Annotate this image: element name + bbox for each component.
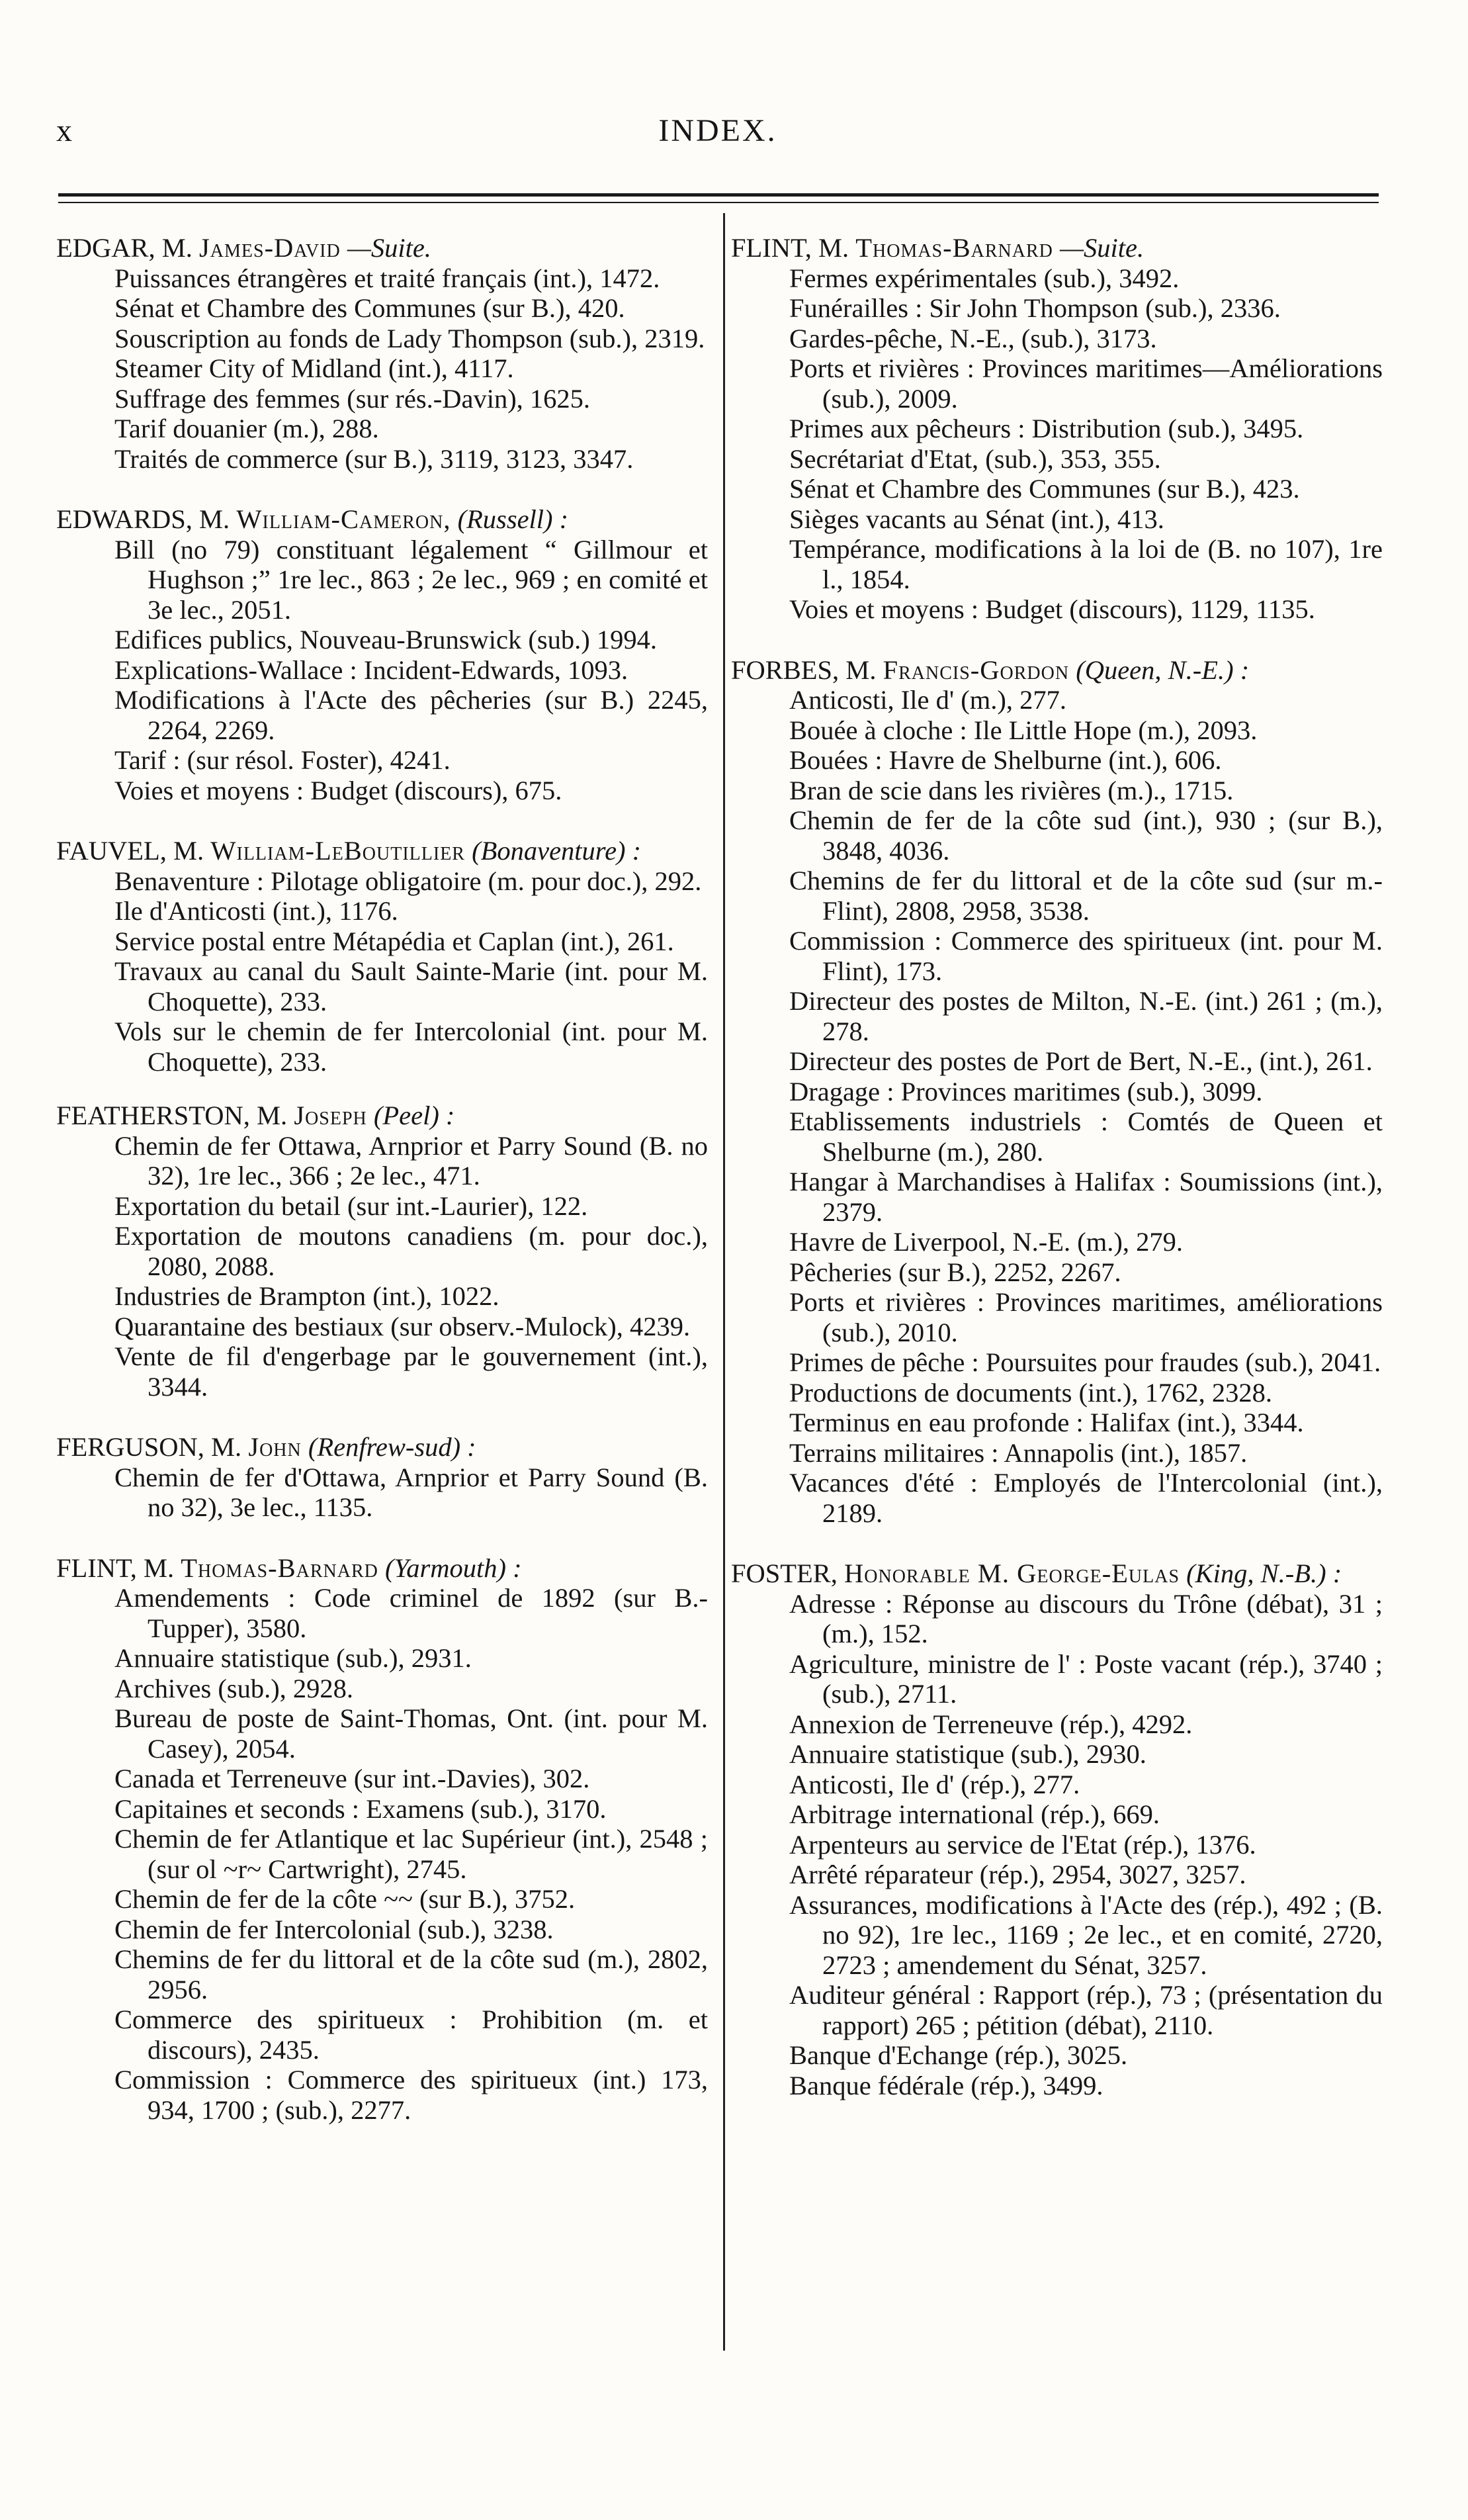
entry-riding: (Bonaventure) :: [472, 836, 642, 866]
entry-subitem: Traités de commerce (sur B.), 3119, 3123, 3347.: [114, 443, 634, 474]
entry-subitem: Agriculture, ministre de l' : Poste vacant (rép.), 3740 ; (sub.), 2711.: [789, 1648, 1383, 1709]
entry-subitem: Funérailles : Sir John Thompson (sub.), 2336.: [789, 293, 1281, 323]
entry-subitem: Chemin de fer Atlantique et lac Supérieur (int.), 2548 ; (sur ol ~r~ Cartwright), 2745.: [114, 1824, 708, 1884]
index-column-right: [731, 233, 1383, 2131]
entry-subitem: Exportation de moutons canadiens (m. pour doc.), 2080, 2088.: [114, 1221, 708, 1281]
entry-subitem: Hangar à Marchandises à Halifax : Soumissions (int.), 2379.: [789, 1167, 1383, 1227]
entry-subitem: Productions de documents (int.), 1762, 2328.: [789, 1377, 1273, 1408]
entry-surname: EDGAR, M.: [56, 233, 193, 263]
index-entry: [731, 233, 1383, 625]
entry-given-names: John: [248, 1432, 302, 1462]
entry-subitem: Ports et rivières : Provinces maritimes—Améliorations (sub.), 2009.: [789, 353, 1383, 414]
entry-subitem: Benaventure : Pilotage obligatoire (m. pour doc.), 292.: [114, 866, 702, 896]
entry-given-names: Francis-Gordon: [883, 654, 1070, 685]
entry-heading: [56, 504, 708, 535]
entry-subitem: Vacances d'été : Employés de l'Intercolonial (int.), 2189.: [789, 1468, 1383, 1528]
entry-heading: [731, 233, 1383, 263]
entry-subitem: Annuaire statistique (sub.), 2931.: [114, 1643, 472, 1673]
entry-subitem: Directeur des postes de Port de Bert, N.-E., (int.), 261.: [789, 1046, 1373, 1076]
entry-subitem: Pêcheries (sur B.), 2252, 2267.: [789, 1257, 1121, 1287]
entry-subitem: Chemin de fer Intercolonial (sub.), 3238.: [114, 1914, 554, 1944]
entry-subitem: Commission : Commerce des spiritueux (int.) 173, 934, 1700 ; (sub.), 2277.: [114, 2065, 708, 2125]
entry-subitem: Puissances étrangères et traité français (int.), 1472.: [114, 263, 660, 293]
column-divider: [723, 213, 725, 2351]
index-entry: [731, 655, 1383, 1529]
index-entry: [56, 836, 708, 1077]
entry-riding: (Renfrew-sud) :: [308, 1432, 476, 1462]
entry-subitem: Bouée à cloche : Ile Little Hope (m.), 2093.: [789, 715, 1258, 745]
entry-subitem: Amendements : Code criminel de 1892 (sur B.-Tupper), 3580.: [114, 1583, 708, 1643]
entry-subitem: Explications-Wallace : Incident-Edwards, 1093.: [114, 654, 628, 685]
entry-subitem: Anticosti, Ile d' (m.), 277.: [789, 685, 1066, 715]
entry-subitem: Voies et moyens : Budget (discours), 675.: [114, 775, 562, 805]
entry-heading: [56, 233, 708, 263]
page-number: x: [56, 113, 72, 148]
entry-subitem: Banque d'Echange (rép.), 3025.: [789, 2040, 1128, 2070]
entry-given-names: James-David: [199, 233, 341, 263]
entry-heading: [731, 1558, 1383, 1589]
entry-subitem: Primes aux pêcheurs : Distribution (sub.), 3495.: [789, 414, 1304, 443]
entry-subitem: Fermes expérimentales (sub.), 3492.: [789, 263, 1180, 293]
entry-riding: (Russell) :: [457, 504, 569, 534]
entry-subitem: Annexion de Terreneuve (rép.), 4292.: [789, 1709, 1193, 1739]
entry-surname: FERGUSON, M.: [56, 1432, 242, 1462]
entry-subitem: Bran de scie dans les rivières (m.)., 1715.: [789, 775, 1234, 805]
entry-heading: [56, 1553, 708, 1584]
entry-subitem: Ports et rivières : Provinces maritimes, améliorations (sub.), 2010.: [789, 1287, 1383, 1347]
entry-riding: (King, N.-B.) :: [1186, 1558, 1342, 1588]
entry-subitem: Terminus en eau profonde : Halifax (int.), 3344.: [789, 1408, 1304, 1437]
entry-heading: [731, 655, 1383, 686]
entry-heading: [56, 1432, 708, 1462]
entry-subitem: Service postal entre Métapédia et Caplan (int.), 261.: [114, 926, 674, 956]
index-entry: [56, 1432, 708, 1523]
entry-subitem: Commission : Commerce des spiritueux (int. pour M. Flint), 173.: [789, 926, 1383, 986]
entry-subitem: Canada et Terreneuve (sur int.-Davies), 302.: [114, 1764, 590, 1793]
entry-subitem: Bureau de poste de Saint-Thomas, Ont. (int. pour M. Casey), 2054.: [114, 1703, 708, 1764]
entry-surname: FLINT, M.: [56, 1552, 175, 1583]
entry-subitem: Gardes-pêche, N.-E., (sub.), 3173.: [789, 323, 1157, 353]
entry-subitem: Anticosti, Ile d' (rép.), 277.: [789, 1769, 1080, 1799]
entry-surname: FLINT, M.: [731, 233, 849, 263]
entry-subitem: Terrains militaires : Annapolis (int.), 1857.: [789, 1437, 1248, 1468]
entry-subitem: Secrétariat d'Etat, (sub.), 353, 355.: [789, 443, 1161, 474]
entry-subitem: Auditeur général : Rapport (rép.), 73 ; (présentation du rapport) 265 ; pétition (débat), 2110.: [789, 1980, 1383, 2040]
index-column-left: [56, 233, 708, 2155]
index-entry: [731, 1558, 1383, 2100]
entry-given-names: Joseph: [294, 1101, 367, 1130]
index-entry: [56, 504, 708, 805]
entry-subitem: Commerce des spiritueux : Prohibition (m. et discours), 2435.: [114, 2004, 708, 2065]
entry-subitem: Chemins de fer du littoral et de la côte sud (m.), 2802, 2956.: [114, 1944, 708, 2004]
entry-subitem: Directeur des postes de Milton, N.-E. (int.) 261 ; (m.), 278.: [789, 986, 1383, 1046]
page-header: [56, 112, 1379, 165]
entry-riding: (Queen, N.-E.) :: [1076, 654, 1250, 685]
entry-subitem: Annuaire statistique (sub.), 2930.: [789, 1739, 1146, 1769]
entry-subitem: Voies et moyens : Budget (discours), 1129, 1135.: [789, 594, 1315, 624]
entry-subitem: Havre de Liverpool, N.-E. (m.), 279.: [789, 1227, 1183, 1257]
entry-subitem: Ile d'Anticosti (int.), 1176.: [114, 896, 398, 926]
entry-subitem: Modifications à l'Acte des pêcheries (sur B.) 2245, 2264, 2269.: [114, 685, 708, 745]
index-entry: [56, 1101, 708, 1402]
entry-subitem: Tarif : (sur résol. Foster), 4241.: [114, 745, 451, 775]
entry-subitem: Suffrage des femmes (sur rés.-Davin), 1625.: [114, 383, 591, 414]
index-entry: [56, 233, 708, 474]
entry-subitem: Dragage : Provinces maritimes (sub.), 3099.: [789, 1076, 1263, 1106]
entry-subitem: Chemin de fer de la côte ~~ (sur B.), 3752.: [114, 1884, 576, 1914]
entry-given-names: Honorable M. George-Eulas: [844, 1558, 1180, 1588]
entry-subitem: Sénat et Chambre des Communes (sur B.), 423.: [789, 474, 1300, 504]
entry-subitem: Adresse : Réponse au discours du Trône (débat), 31 ; (m.), 152.: [789, 1588, 1383, 1648]
entry-subitem: Edifices publics, Nouveau-Brunswick (sub.) 1994.: [114, 625, 657, 654]
entry-surname: FAUVEL, M.: [56, 836, 204, 866]
entry-subitem: Capitaines et seconds : Examens (sub.), 3170.: [114, 1793, 607, 1824]
entry-subitem: Quarantaine des bestiaux (sur observ.-Mulock), 4239.: [114, 1311, 691, 1341]
entry-subitem: Chemins de fer du littoral et de la côte sud (sur m.-Flint), 2808, 2958, 3538.: [789, 866, 1383, 926]
entry-subitem: Tempérance, modifications à la loi de (B. no 107), 1re l., 1854.: [789, 534, 1383, 594]
entry-given-names: William-Cameron,: [236, 504, 451, 534]
entry-subitem: Souscription au fonds de Lady Thompson (sub.), 2319.: [114, 323, 705, 353]
entry-given-names: Thomas-Barnard: [855, 233, 1053, 263]
entry-given-names: Thomas-Barnard: [181, 1552, 378, 1583]
entry-surname: FEATHERSTON, M.: [56, 1101, 288, 1130]
header-rule-thick: [58, 193, 1379, 197]
entry-subitem: Chemin de fer Ottawa, Arnprior et Parry Sound (B. no 32), 1re lec., 366 ; 2e lec., 471.: [114, 1130, 708, 1191]
entry-subitem: Steamer City of Midland (int.), 4117.: [114, 353, 514, 383]
entry-subitem: Archives (sub.), 2928.: [114, 1673, 354, 1703]
entry-subitem: Bill (no 79) constituant légalement “ Gillmour et Hughson ;” 1re lec., 863 ; 2e lec., 969 ; en comité et 3e lec., 2051.: [114, 534, 708, 625]
entry-riding: —Suite.: [347, 233, 431, 263]
entry-subitem: Sièges vacants au Sénat (int.), 413.: [789, 504, 1164, 534]
entry-given-names: William-LeBoutillier: [210, 836, 465, 866]
entry-surname: FOSTER,: [731, 1558, 838, 1588]
entry-riding: (Peel) :: [373, 1101, 455, 1130]
entry-subitem: Assurances, modifications à l'Acte des (rép.), 492 ; (B. no 92), 1re lec., 1169 ; 2e lec., et en comité, 2720, 2723 ; amendement du Sénat, 3257.: [789, 1889, 1383, 1980]
entry-riding: —Suite.: [1059, 233, 1144, 263]
entry-subitem: Vols sur le chemin de fer Intercolonial (int. pour M. Choquette), 233.: [114, 1016, 708, 1077]
entry-subitem: Arbitrage international (rép.), 669.: [789, 1799, 1160, 1829]
entry-subitem: Bouées : Havre de Shelburne (int.), 606.: [789, 745, 1222, 775]
header-rule-thin: [58, 202, 1379, 203]
entry-subitem: Sénat et Chambre des Communes (sur B.), 420.: [114, 293, 625, 323]
entry-subitem: Primes de pêche : Poursuites pour fraudes (sub.), 2041.: [789, 1347, 1381, 1377]
entry-subitem: Exportation du betail (sur int.-Laurier), 122.: [114, 1191, 588, 1221]
entry-subitem: Tarif douanier (m.), 288.: [114, 414, 379, 443]
entry-subitem: Vente de fil d'engerbage par le gouvernement (int.), 3344.: [114, 1341, 708, 1402]
entry-riding: (Yarmouth) :: [384, 1552, 522, 1583]
page-title: INDEX.: [658, 113, 777, 148]
entry-heading: [56, 836, 708, 866]
entry-subitem: Travaux au canal du Sault Sainte-Marie (int. pour M. Choquette), 233.: [114, 956, 708, 1016]
entry-subitem: Banque fédérale (rép.), 3499.: [789, 2070, 1103, 2100]
entry-subitem: Chemin de fer de la côte sud (int.), 930 ; (sur B.), 3848, 4036.: [789, 805, 1383, 866]
entry-surname: EDWARDS, M.: [56, 504, 230, 534]
entry-subitem: Etablissements industriels : Comtés de Queen et Shelburne (m.), 280.: [789, 1106, 1383, 1167]
entry-surname: FORBES, M.: [731, 654, 877, 685]
entry-subitem: Arpenteurs au service de l'Etat (rép.), 1376.: [789, 1829, 1256, 1860]
index-entry: [56, 1553, 708, 2126]
entry-heading: [56, 1101, 708, 1131]
entry-subitem: Chemin de fer d'Ottawa, Arnprior et Parry Sound (B. no 32), 3e lec., 1135.: [114, 1462, 708, 1522]
entry-subitem: Industries de Brampton (int.), 1022.: [114, 1281, 499, 1311]
entry-subitem: Arrêté réparateur (rép.), 2954, 3027, 3257.: [789, 1860, 1246, 1889]
